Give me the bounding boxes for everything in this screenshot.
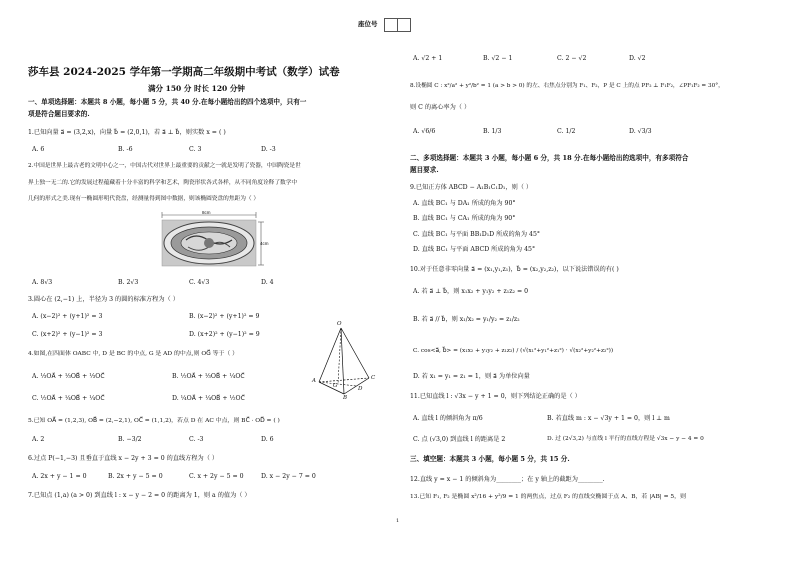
- q9-option-a[interactable]: A. 直线 BC₁ 与 DA₁ 所成的角为 90°: [413, 200, 516, 207]
- midpoint-d-label: D: [358, 386, 363, 392]
- q2-option-b[interactable]: B. 2√3: [118, 279, 139, 286]
- q8-stem-line2: 则 C 的离心率为（ ）: [410, 104, 471, 111]
- q3-stem: 3.圆心在 (2,−1) 上，半径为 3 的圆的标准方程为（ ）: [28, 296, 179, 303]
- q7-option-a[interactable]: A. √2 + 1: [413, 55, 443, 62]
- q2-option-a[interactable]: A. 8√3: [32, 279, 53, 286]
- q10-stem: 10.对于任意非零向量 a⃗ = (x₁,y₁,z₁)，b⃗ = (x₂,y₂,z₂)，以下说法错误的有( ): [410, 266, 619, 273]
- q5-option-a[interactable]: A. 2: [32, 436, 45, 443]
- q6-stem: 6.过点 P(−1,−3) 且垂直于直线 x − 2y + 3 = 0 的直线方程为（ ）: [28, 455, 219, 462]
- q5-stem: 5.已知 OA⃗ = (1,2,3), OB⃗ = (2,−2,1), OC⃗ = (1,1,2)，若点 D 在 AC 中点，则 BC⃗ · OD⃗ = ( ): [28, 418, 280, 424]
- exam-title: 莎车县 2024-2025 学年第一学期高二年级期中考试（数学）试卷: [28, 66, 340, 78]
- q2-stem-line3: 几何的形式之美.现有一椭圆形明代瓷盘，经测量得到图中数据，则该椭圆瓷盘的焦距为（ ）: [28, 196, 260, 202]
- q6-option-a[interactable]: A. 2x + y − 1 = 0: [32, 473, 87, 480]
- porcelain-plate-figure: [158, 210, 270, 270]
- q5-option-b[interactable]: B. −3/2: [118, 436, 142, 443]
- q6-option-b[interactable]: B. 2x + y − 5 = 0: [108, 473, 163, 480]
- q11-option-b[interactable]: B. 若直线 m : x − √3y + 1 = 0，则 l ⊥ m: [547, 415, 670, 422]
- page-number: 1: [396, 518, 400, 524]
- vertex-c-label: C: [371, 375, 376, 381]
- q2-stem-line2: 界上独一无二的.它的发展过程蕴藏着十分丰富的科学和艺术，陶瓷形状各式各样，从不同角度诠释了数学中: [28, 180, 298, 186]
- q3-option-b[interactable]: B. (x−2)² + (y+1)² = 9: [189, 313, 260, 320]
- q1-stem: 1.已知向量 a⃗ = (3,2,x)，向量 b⃗ = (2,0,1)，若 a⃗ ⊥ b⃗，则实数 x = ( ): [28, 129, 226, 136]
- q4-option-c[interactable]: C. ½OA⃗ + ¼OB⃗ + ¼OC⃗: [32, 395, 105, 402]
- vertex-a-label: A: [312, 378, 316, 384]
- q9-option-b[interactable]: B. 直线 BC₁ 与 CA₁ 所成的角为 90°: [413, 215, 516, 222]
- q7-option-d[interactable]: D. √2: [629, 55, 646, 62]
- q7-option-b[interactable]: B. √2 − 1: [483, 55, 513, 62]
- q9-option-d[interactable]: D. 直线 BC₁ 与平面 ABCD 所成的角为 45°: [413, 246, 536, 253]
- vertex-o-label: O: [337, 321, 342, 327]
- q11-option-c[interactable]: C. 点 (√3,0) 到直线 l 的距离是 2: [413, 436, 506, 443]
- plate-width-label: 8cm: [202, 210, 211, 215]
- section2-heading-cont: 题目要求.: [410, 166, 439, 174]
- q10-option-b[interactable]: B. 若 a⃗ // b⃗，则 x₁/x₂ = y₁/y₂ = z₁/z₂: [413, 316, 520, 323]
- q2-option-d[interactable]: D. 4: [261, 279, 274, 286]
- section3-heading: 三、填空题：本题共 3 小题，每小题 5 分，共 15 分.: [410, 455, 570, 463]
- exam-meta: 满分 150 分 时长 120 分钟: [148, 84, 245, 93]
- q10-option-c[interactable]: C. cos<a⃗, b⃗> = (x₁x₂ + y₁y₂ + z₁z₂) / (√(x₁²+y₁²+z₁²) · √(x₂²+y₂²+z₂²)): [413, 348, 614, 354]
- q8-option-d[interactable]: D. √3/3: [629, 128, 652, 135]
- q1-option-c[interactable]: C. 3: [189, 146, 202, 153]
- section1-heading: 一、单项选择题：本题共 8 小题，每小题 5 分，共 40 分.在每小题给出的四个选项中，只有一: [28, 98, 307, 106]
- section1-heading-cont: 项是符合题目要求的.: [28, 110, 90, 118]
- q4-option-b[interactable]: B. ½OA⃗ + ⅓OB⃗ + ¼OC⃗: [172, 373, 245, 380]
- q2-stem-line1: 2.中国是世界上最古老的文明中心之一，中国古代对世界上最重要的贡献之一就是发明了瓷器，中国陶瓷是世: [28, 163, 301, 169]
- seat-number-label: 座位号: [358, 21, 378, 28]
- q11-stem: 11.已知直线 l : √3x − y + 1 = 0，则下列结论正确的是（ ）: [410, 393, 581, 400]
- seat-number-box-1[interactable]: [384, 18, 398, 32]
- seat-number-box-2[interactable]: [397, 18, 411, 32]
- tetrahedron-figure: [312, 322, 382, 404]
- q11-option-d[interactable]: D. 过 (2√3,2) 与直线 l 平行的直线方程是 √3x − y − 4 = 0: [547, 436, 704, 442]
- q3-option-a[interactable]: A. (x−2)² + (y+1)² = 3: [32, 313, 103, 320]
- q13-stem: 13.已知 F₁, F₂ 是椭圆 x²/16 + y²/9 = 1 的两焦点，过点 F₂ 的直线交椭圆于点 A、B，若 |AB| = 5，则: [410, 494, 686, 500]
- q11-option-a[interactable]: A. 直线 l 的倾斜角为 π/6: [413, 415, 483, 422]
- q8-option-c[interactable]: C. 1/2: [557, 128, 576, 135]
- q8-option-a[interactable]: A. √6/6: [413, 128, 436, 135]
- q9-option-c[interactable]: C. 直线 BC₁ 与平面 BB₁D₁D 所成的角为 45°: [413, 231, 540, 238]
- q3-option-c[interactable]: C. (x+2)² + (y−1)² = 3: [32, 331, 103, 338]
- q3-option-d[interactable]: D. (x+2)² + (y−1)² = 9: [189, 331, 260, 338]
- q1-option-d[interactable]: D. -3: [261, 146, 276, 153]
- q9-stem: 9.已知正方体 ABCD − A₁B₁C₁D₁，则（ ）: [410, 184, 533, 191]
- q4-stem: 4.如图,在四面体 OABC 中, D 是 BC 的中点, G 是 AD 的中点,则 OG⃗ 等于（ ）: [28, 351, 239, 357]
- q5-option-c[interactable]: C. -3: [189, 436, 204, 443]
- q12-stem: 12.直线 y = x − 1 的倾斜角为________；在 y 轴上的截距为________.: [410, 476, 605, 483]
- q2-option-c[interactable]: C. 4√3: [189, 279, 210, 286]
- q10-option-d[interactable]: D. 若 x₁ = y₁ = z₁ = 1，则 a⃗ 为单位向量: [413, 373, 530, 380]
- section2-heading: 二、多项选择题：本题共 3 小题，每小题 6 分，共 18 分.在每小题给出的选项中，有多项符合: [410, 154, 689, 162]
- plate-height-label: 4cm: [260, 241, 269, 246]
- q7-option-c[interactable]: C. 2 − √2: [557, 55, 587, 62]
- midpoint-g-label: G: [333, 383, 338, 389]
- q5-option-d[interactable]: D. 6: [261, 436, 274, 443]
- q7-stem: 7.已知点 (1,a) (a > 0) 到直线 l : x − y − 2 = 0 的距离为 1，则 a 的值为（ ）: [28, 492, 251, 499]
- q1-option-b[interactable]: B. -6: [118, 146, 133, 153]
- q4-option-a[interactable]: A. ⅓OA⃗ + ⅓OB⃗ + ⅓OC⃗: [32, 373, 105, 380]
- q6-option-c[interactable]: C. x + 2y − 5 = 0: [189, 473, 244, 480]
- q8-stem-line1: 8.设椭圆 C : x²/a² + y²/b² = 1 (a > b > 0) 的左、右焦点分别为 F₁、F₂，P 是 C 上的点 PF₂ ⊥ F₁F₂，∠PF₁F₂ = 30°，: [410, 83, 724, 89]
- q6-option-d[interactable]: D. x − 2y − 7 = 0: [261, 473, 316, 480]
- q10-option-a[interactable]: A. 若 a⃗ ⊥ b⃗，则 x₁x₂ + y₁y₂ + z₁z₂ = 0: [413, 288, 529, 295]
- q1-option-a[interactable]: A. 6: [32, 146, 45, 153]
- vertex-b-label: B: [343, 395, 348, 401]
- q8-option-b[interactable]: B. 1/3: [483, 128, 502, 135]
- q4-option-d[interactable]: D. ¼OA⃗ + ¼OB⃗ + ½OC⃗: [172, 395, 245, 402]
